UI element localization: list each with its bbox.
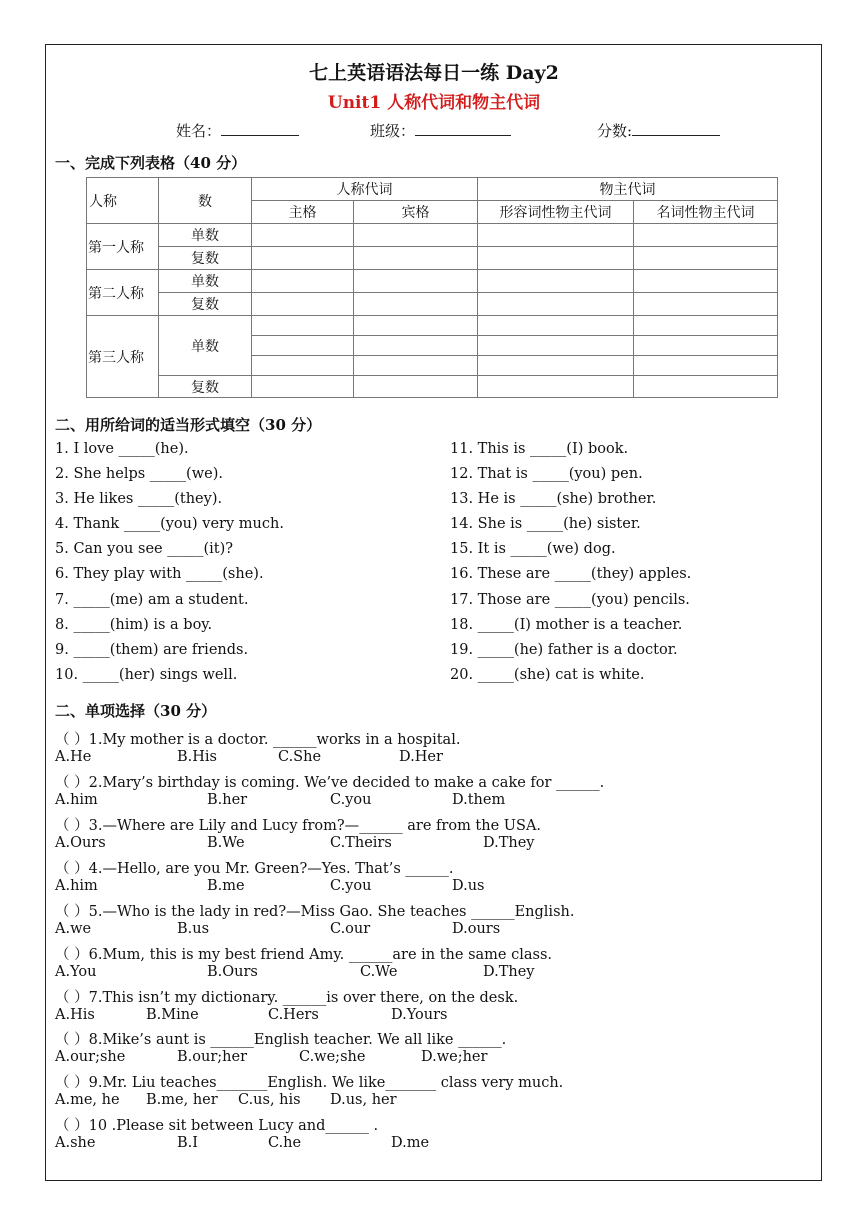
row-plural: 复数: [159, 376, 252, 398]
option-b[interactable]: B.His: [177, 749, 217, 765]
fill-item[interactable]: 6. They play with _____(she).: [55, 566, 264, 582]
choice-question[interactable]: （ ）5.—Who is the lady in red?—Miss Gao. She teaches ______English.: [55, 904, 575, 920]
fill-item[interactable]: 1. I love _____(he).: [55, 441, 189, 457]
answer-cell[interactable]: [634, 247, 778, 270]
score-field[interactable]: [597, 120, 720, 141]
option-b[interactable]: B.We: [207, 835, 245, 851]
fill-item[interactable]: 14. She is _____(he) sister.: [450, 516, 641, 532]
answer-cell[interactable]: [354, 293, 478, 316]
answer-cell[interactable]: [252, 293, 354, 316]
answer-cell[interactable]: [354, 316, 478, 336]
answer-cell[interactable]: [252, 356, 354, 376]
answer-cell[interactable]: [634, 356, 778, 376]
option-b[interactable]: B.her: [207, 792, 248, 808]
answer-cell[interactable]: [634, 316, 778, 336]
choice-question[interactable]: （ ）2.Mary’s birthday is coming. We’ve decided to make a cake for ______.: [55, 775, 605, 791]
fill-item[interactable]: 20. _____(she) cat is white.: [450, 667, 645, 683]
option-d[interactable]: D.them: [452, 792, 506, 808]
fill-item[interactable]: 8. _____(him) is a boy.: [55, 617, 213, 633]
header-number: 数: [159, 178, 252, 224]
name-field[interactable]: [176, 120, 299, 141]
score-label: 分数:: [597, 122, 633, 140]
option-c[interactable]: C.We: [360, 964, 398, 980]
choice-question[interactable]: （ ）9.Mr. Liu teaches_______English. We like_______ class very much.: [55, 1075, 564, 1091]
row-singular: 单数: [159, 270, 252, 293]
header-possessive-pronoun: 物主代词: [478, 178, 778, 201]
section3-heading: 二、单项选择（30 分）: [55, 702, 217, 720]
option-a[interactable]: A.You: [55, 964, 97, 980]
header-subject: 主格: [252, 201, 354, 224]
choice-question[interactable]: （ ）1.My mother is a doctor. ______works in a hospital.: [55, 732, 461, 748]
option-a[interactable]: A.His: [55, 1007, 95, 1023]
answer-cell[interactable]: [252, 316, 354, 336]
option-d[interactable]: D.us: [452, 878, 485, 894]
answer-cell[interactable]: [252, 376, 354, 398]
fill-item[interactable]: 12. That is _____(you) pen.: [450, 466, 643, 482]
choice-question[interactable]: （ ）3.—Where are Lily and Lucy from?—______ are from the USA.: [55, 818, 542, 834]
fill-item[interactable]: 11. This is _____(I) book.: [450, 441, 629, 457]
name-blank[interactable]: [221, 121, 299, 136]
fill-item[interactable]: 5. Can you see _____(it)?: [55, 541, 234, 557]
option-c[interactable]: C.Hers: [268, 1007, 319, 1023]
answer-cell[interactable]: [354, 224, 478, 247]
option-a[interactable]: A.him: [55, 792, 98, 808]
fill-item[interactable]: 15. It is _____(we) dog.: [450, 541, 616, 557]
row-third-person: 第三人称: [87, 316, 159, 398]
answer-cell[interactable]: [478, 270, 634, 293]
option-c[interactable]: C.She: [278, 749, 322, 765]
answer-cell[interactable]: [354, 356, 478, 376]
option-a[interactable]: A.we: [55, 921, 92, 937]
page-subtitle: Unit1 人称代词和物主代词: [327, 93, 541, 113]
header-adj-possessive: 形容词性物主代词: [478, 201, 634, 224]
answer-cell[interactable]: [252, 270, 354, 293]
option-c[interactable]: C.our: [330, 921, 371, 937]
section1-heading: 一、完成下列表格（40 分）: [55, 154, 247, 172]
fill-item[interactable]: 2. She helps _____(we).: [55, 466, 223, 482]
answer-cell[interactable]: [478, 336, 634, 356]
fill-item[interactable]: 18. _____(I) mother is a teacher.: [450, 617, 683, 633]
fill-item[interactable]: 9. _____(them) are friends.: [55, 642, 249, 658]
option-a[interactable]: A.Ours: [55, 835, 106, 851]
answer-cell[interactable]: [634, 224, 778, 247]
option-d[interactable]: D.us, her: [330, 1092, 397, 1108]
page-title: 七上英语语法每日一练 Day2: [309, 62, 559, 84]
row-singular: 单数: [159, 224, 252, 247]
option-b[interactable]: B.us: [177, 921, 210, 937]
option-b[interactable]: B.me, her: [146, 1092, 218, 1108]
answer-cell[interactable]: [478, 224, 634, 247]
answer-cell[interactable]: [634, 293, 778, 316]
option-b[interactable]: B.Ours: [207, 964, 258, 980]
option-d[interactable]: D.ours: [452, 921, 501, 937]
choice-question[interactable]: （ ）10 .Please sit between Lucy and______ .: [55, 1118, 379, 1134]
answer-cell[interactable]: [634, 270, 778, 293]
answer-cell[interactable]: [478, 316, 634, 336]
class-field[interactable]: [370, 120, 511, 141]
answer-cell[interactable]: [252, 247, 354, 270]
name-label: 姓名：: [176, 122, 222, 140]
answer-cell[interactable]: [634, 336, 778, 356]
answer-cell[interactable]: [354, 376, 478, 398]
option-c[interactable]: C.you: [330, 792, 372, 808]
option-c[interactable]: C.Theirs: [330, 835, 392, 851]
answer-cell[interactable]: [252, 336, 354, 356]
answer-cell[interactable]: [634, 376, 778, 398]
option-c[interactable]: C.you: [330, 878, 372, 894]
option-b[interactable]: B.our;her: [177, 1049, 248, 1065]
option-d[interactable]: D.Her: [399, 749, 443, 765]
row-plural: 复数: [159, 293, 252, 316]
choice-question[interactable]: （ ）7.This isn’t my dictionary. ______is over there, on the desk.: [55, 990, 519, 1006]
pronoun-table: [86, 177, 778, 398]
option-a[interactable]: A.me, he: [55, 1092, 120, 1108]
fill-item[interactable]: 7. _____(me) am a student.: [55, 592, 249, 608]
section2-heading: 二、用所给词的适当形式填空（30 分）: [55, 416, 322, 434]
answer-cell[interactable]: [478, 247, 634, 270]
option-d[interactable]: D.Yours: [391, 1007, 448, 1023]
fill-item[interactable]: 10. _____(her) sings well.: [55, 667, 238, 683]
option-b[interactable]: B.me: [207, 878, 245, 894]
option-a[interactable]: A.He: [55, 749, 92, 765]
row-second-person: 第二人称: [87, 270, 159, 316]
option-c[interactable]: C.he: [268, 1135, 302, 1151]
fill-item[interactable]: 13. He is _____(she) brother.: [450, 491, 657, 507]
fill-item[interactable]: 3. He likes _____(they).: [55, 491, 223, 507]
choice-question[interactable]: （ ）8.Mike’s aunt is ______English teacher. We all like ______.: [55, 1032, 507, 1048]
score-blank[interactable]: [632, 121, 720, 136]
answer-cell[interactable]: [354, 336, 478, 356]
option-c[interactable]: C.we;she: [299, 1049, 366, 1065]
option-c[interactable]: C.us, his: [238, 1092, 301, 1108]
option-d[interactable]: D.me: [391, 1135, 430, 1151]
row-plural: 复数: [159, 247, 252, 270]
class-blank[interactable]: [415, 121, 511, 136]
header-noun-possessive: 名词性物主代词: [634, 201, 778, 224]
fill-item[interactable]: 17. Those are _____(you) pencils.: [450, 592, 690, 608]
answer-cell[interactable]: [478, 376, 634, 398]
option-a[interactable]: A.him: [55, 878, 98, 894]
header-person: 人称: [87, 178, 159, 224]
fill-item[interactable]: 4. Thank _____(you) very much.: [55, 516, 284, 532]
option-a[interactable]: A.she: [55, 1135, 96, 1151]
fill-item[interactable]: 19. _____(he) father is a doctor.: [450, 642, 678, 658]
choice-question[interactable]: （ ）4.—Hello, are you Mr. Green?—Yes. That’s ______.: [55, 861, 454, 877]
option-d[interactable]: D.They: [483, 964, 535, 980]
option-d[interactable]: D.They: [483, 835, 535, 851]
option-a[interactable]: A.our;she: [55, 1049, 126, 1065]
answer-cell[interactable]: [354, 270, 478, 293]
header-object: 宾格: [354, 201, 478, 224]
answer-cell[interactable]: [478, 293, 634, 316]
answer-cell[interactable]: [252, 224, 354, 247]
option-d[interactable]: D.we;her: [421, 1049, 488, 1065]
option-b[interactable]: B.I: [177, 1135, 198, 1151]
row-singular: 单数: [159, 316, 252, 376]
fill-item[interactable]: 16. These are _____(they) apples.: [450, 566, 692, 582]
row-first-person: 第一人称: [87, 224, 159, 270]
class-label: 班级：: [370, 122, 416, 140]
answer-cell[interactable]: [478, 356, 634, 376]
answer-cell[interactable]: [354, 247, 478, 270]
header-personal-pronoun: 人称代词: [252, 178, 478, 201]
option-b[interactable]: B.Mine: [146, 1007, 199, 1023]
choice-question[interactable]: （ ）6.Mum, this is my best friend Amy. ______are in the same class.: [55, 947, 553, 963]
